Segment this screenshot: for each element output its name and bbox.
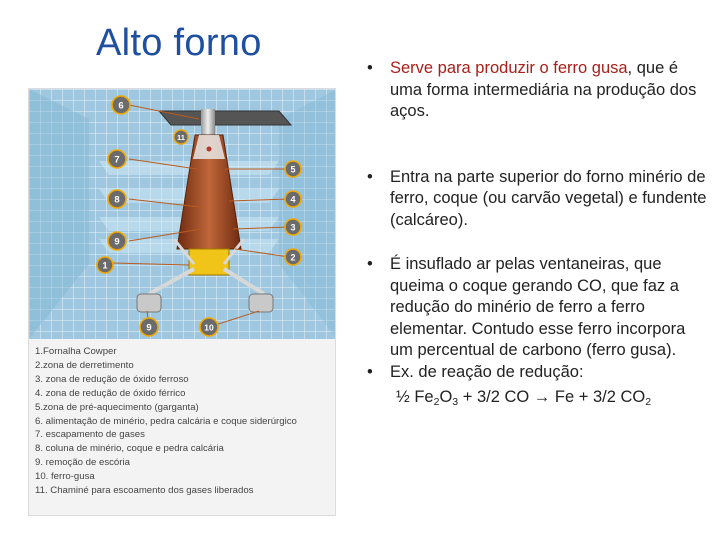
bullet-dot-icon: •	[367, 255, 373, 273]
blast-furnace-figure	[28, 88, 336, 516]
marker-label: 2	[290, 252, 296, 263]
marker-1	[97, 257, 113, 273]
marker-label: 5	[290, 164, 296, 175]
reduction-equation	[366, 387, 712, 409]
marker-label: 7	[114, 154, 120, 166]
marker-label: 6	[118, 100, 124, 112]
marker-label: 1	[102, 260, 108, 271]
marker-9-bottom	[140, 318, 158, 336]
bullet-item	[366, 362, 712, 384]
bullet-dot-icon: •	[367, 362, 373, 381]
feed-duct	[159, 111, 291, 125]
bullet-item	[366, 58, 712, 123]
legend-item: 11. Chaminé para escoamento dos gases liberados	[35, 485, 254, 497]
equation-part: O	[439, 388, 453, 406]
marker-label: 9	[114, 236, 120, 248]
marker-label: 10	[204, 322, 214, 333]
marker-9-left	[108, 232, 126, 250]
bullet-text: É insuflado ar pelas ventaneiras, que queima o coque gerando CO, que faz a redução do minério de ferro a ferro elementar. Contudo esse ferro incorpora um percentual de carbono (ferro gusa).	[390, 255, 686, 359]
marker-label: 9	[146, 322, 152, 334]
marker-10	[200, 318, 218, 336]
legend-item: 6. alimentação de minério, pedra calcária e coque siderúrgico	[35, 415, 297, 427]
equation-subscript: 2	[645, 396, 652, 408]
legend-item: 4. zona de redução de óxido férrico	[35, 387, 186, 399]
bullet-list	[366, 58, 712, 409]
marker-3	[285, 219, 301, 235]
legend-item: 8. coluna de minério, coque e pedra calcária	[35, 443, 224, 455]
legend-item: 5.zona de pré-aquecimento (garganta)	[35, 401, 199, 413]
legend-item: 7. escapamento de gases	[35, 429, 145, 441]
bullet-dot-icon: •	[367, 59, 373, 77]
equation-subscript: 3	[452, 396, 459, 408]
blast-furnace-diagram	[29, 89, 336, 339]
marker-6	[112, 96, 130, 114]
legend-item: 9. remoção de escória	[35, 457, 130, 469]
marker-2	[285, 249, 301, 265]
bullet-dot-icon: •	[367, 167, 373, 186]
marker-label: 11	[177, 133, 185, 142]
marker-7	[108, 150, 126, 168]
bullet-text: Entra na parte superior do forno minério de ferro, coque (ou carvão vegetal) e fundente (calcáreo).	[390, 167, 707, 229]
equation-part: + 3/2 CO → Fe + 3/2 CO	[458, 388, 646, 406]
bullet-text: , que é uma forma intermediária na produção dos aços.	[390, 59, 697, 120]
legend-item: 2.zona de derretimento	[35, 359, 134, 371]
marker-label: 4	[290, 194, 296, 205]
marker-label: 8	[114, 194, 120, 206]
bullet-item	[366, 167, 712, 232]
marker-label: 3	[290, 222, 296, 233]
legend-item: 1.Fornalha Cowper	[35, 346, 117, 357]
bullet-item	[366, 254, 712, 362]
legend-item: 10. ferro-gusa	[35, 471, 95, 483]
marker-8	[108, 190, 126, 208]
bullet-highlight: Serve para produzir o ferro gusa	[390, 59, 628, 77]
marker-11	[174, 130, 188, 144]
slide-title: Alto forno	[96, 22, 262, 64]
equation-part: ½ Fe	[396, 388, 434, 406]
marker-4	[285, 191, 301, 207]
bullet-text: Ex. de reação de redução:	[390, 362, 584, 381]
marker-5	[285, 161, 301, 177]
equation-subscript: 2	[433, 396, 440, 408]
figure-legend	[35, 345, 331, 498]
legend-item: 3. zona de redução de óxido ferroso	[35, 373, 189, 385]
